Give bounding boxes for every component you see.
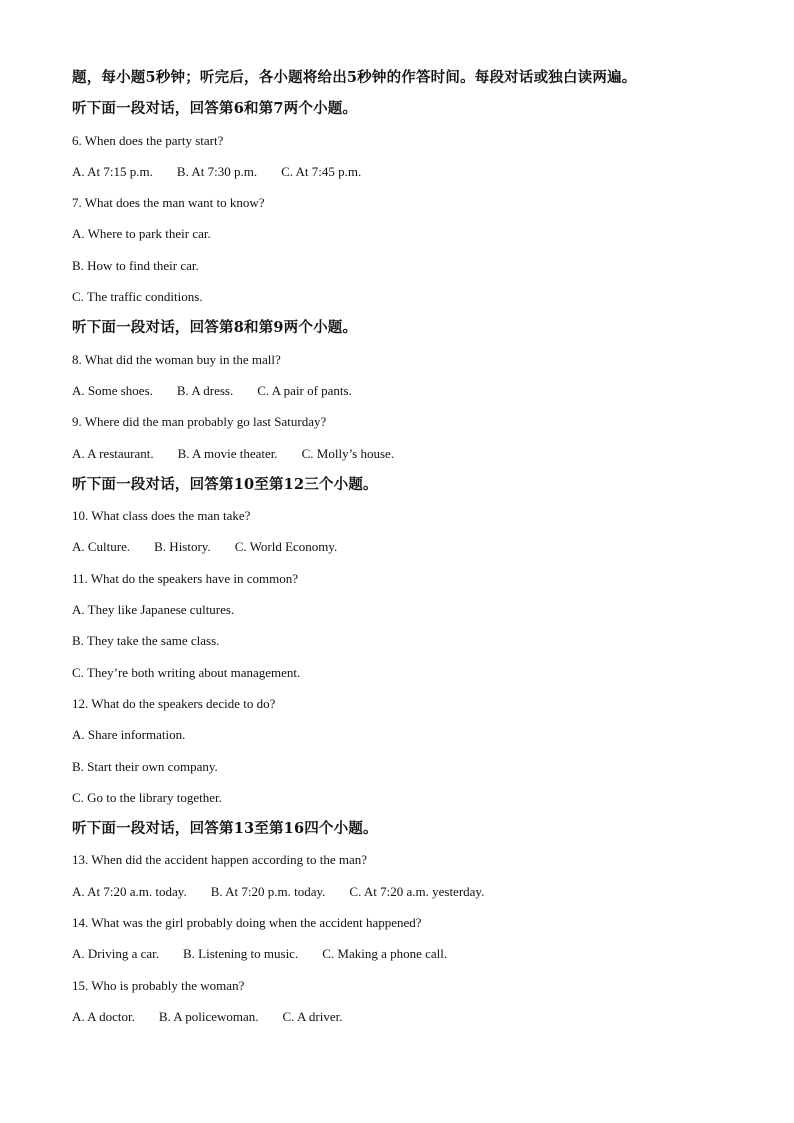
answer-option[interactable]: B. They take the same class. xyxy=(72,633,220,649)
section-heading: 听下面一段对话，回答第13至第16四个小题。 xyxy=(72,820,378,838)
answer-option[interactable]: B. Listening to music. xyxy=(183,946,299,962)
option-row xyxy=(72,281,732,312)
answer-option[interactable]: C. The traffic conditions. xyxy=(72,289,203,305)
option-row xyxy=(72,751,732,782)
option-row xyxy=(72,625,732,656)
option-row xyxy=(72,250,732,281)
section-heading: 听下面一段对话，回答第8和第9两个小题。 xyxy=(72,319,358,337)
question-text: 14. What was the girl probably doing when the accident happened? xyxy=(72,915,422,931)
option-row xyxy=(72,156,732,187)
answer-option[interactable]: C. A driver. xyxy=(282,1008,343,1024)
answer-option[interactable]: A. A restaurant. xyxy=(72,445,154,461)
question-text: 12. What do the speakers decide to do? xyxy=(72,695,276,711)
answer-option[interactable]: C. Making a phone call. xyxy=(322,946,448,962)
option-row xyxy=(72,531,732,562)
question-text: 7. What does the man want to know? xyxy=(72,195,265,211)
answer-option[interactable]: A. A doctor. xyxy=(72,1008,135,1024)
section-heading: 听下面一段对话，回答第10至第12三个小题。 xyxy=(72,475,378,493)
option-row xyxy=(72,782,732,813)
answer-option[interactable]: B. History. xyxy=(154,539,211,555)
answer-option[interactable]: A. Where to park their car. xyxy=(72,226,211,242)
question-text: 13. When did the accident happen according to the man? xyxy=(72,852,368,868)
answer-option[interactable]: B. How to find their car. xyxy=(72,257,199,273)
answer-option[interactable]: B. Start their own company. xyxy=(72,758,218,774)
answer-option[interactable]: C. They’re both writing about management. xyxy=(72,664,301,680)
question-text: 10. What class does the man take? xyxy=(72,508,251,524)
option-row xyxy=(72,876,732,907)
option-row xyxy=(72,938,732,969)
answer-option[interactable]: C. At 7:45 p.m. xyxy=(281,163,362,179)
option-row xyxy=(72,375,732,406)
section-heading: 听下面一段对话，回答第6和第7两个小题。 xyxy=(72,100,358,118)
answer-option[interactable]: B. At 7:30 p.m. xyxy=(176,163,258,179)
answer-option[interactable]: C. At 7:20 a.m. yesterday. xyxy=(349,883,485,899)
question-text: 15. Who is probably the woman? xyxy=(72,977,245,993)
answer-option[interactable]: A. Driving a car. xyxy=(72,946,160,962)
answer-option[interactable]: A. Some shoes. xyxy=(72,382,153,398)
question-text: 8. What did the woman buy in the mall? xyxy=(72,351,281,367)
question-text: 6. When does the party start? xyxy=(72,132,224,148)
answer-option[interactable]: C. A pair of pants. xyxy=(257,382,352,398)
answer-option[interactable]: B. A dress. xyxy=(176,382,234,398)
answer-option[interactable]: A. Culture. xyxy=(72,539,131,555)
document-page xyxy=(72,62,732,1032)
answer-option[interactable]: A. At 7:20 a.m. today. xyxy=(72,883,187,899)
answer-option[interactable]: C. Go to the library together. xyxy=(72,789,222,805)
option-row xyxy=(72,719,732,750)
answer-option[interactable]: A. They like Japanese cultures. xyxy=(72,602,235,618)
question-text: 11. What do the speakers have in common? xyxy=(72,570,298,586)
answer-option[interactable]: A. Share information. xyxy=(72,727,186,743)
answer-option[interactable]: B. A policewoman. xyxy=(158,1008,259,1024)
answer-option[interactable]: C. World Economy. xyxy=(234,539,338,555)
option-row xyxy=(72,218,732,249)
answer-option[interactable]: B. At 7:20 p.m. today. xyxy=(210,883,326,899)
option-row xyxy=(72,1001,732,1032)
intro-text: 题，每小题5秒钟；听完后，各小题将给出5秒钟的作答时间。每段对话或独白读两遍。 xyxy=(72,69,637,86)
answer-option[interactable]: B. A movie theater. xyxy=(177,445,278,461)
option-row xyxy=(72,657,732,688)
answer-option[interactable]: A. At 7:15 p.m. xyxy=(72,163,153,179)
option-row xyxy=(72,438,732,469)
question-list xyxy=(72,93,732,1032)
question-text: 9. Where did the man probably go last Saturday? xyxy=(72,414,327,430)
answer-option[interactable]: C. Molly’s house. xyxy=(301,445,395,461)
option-row xyxy=(72,594,732,625)
